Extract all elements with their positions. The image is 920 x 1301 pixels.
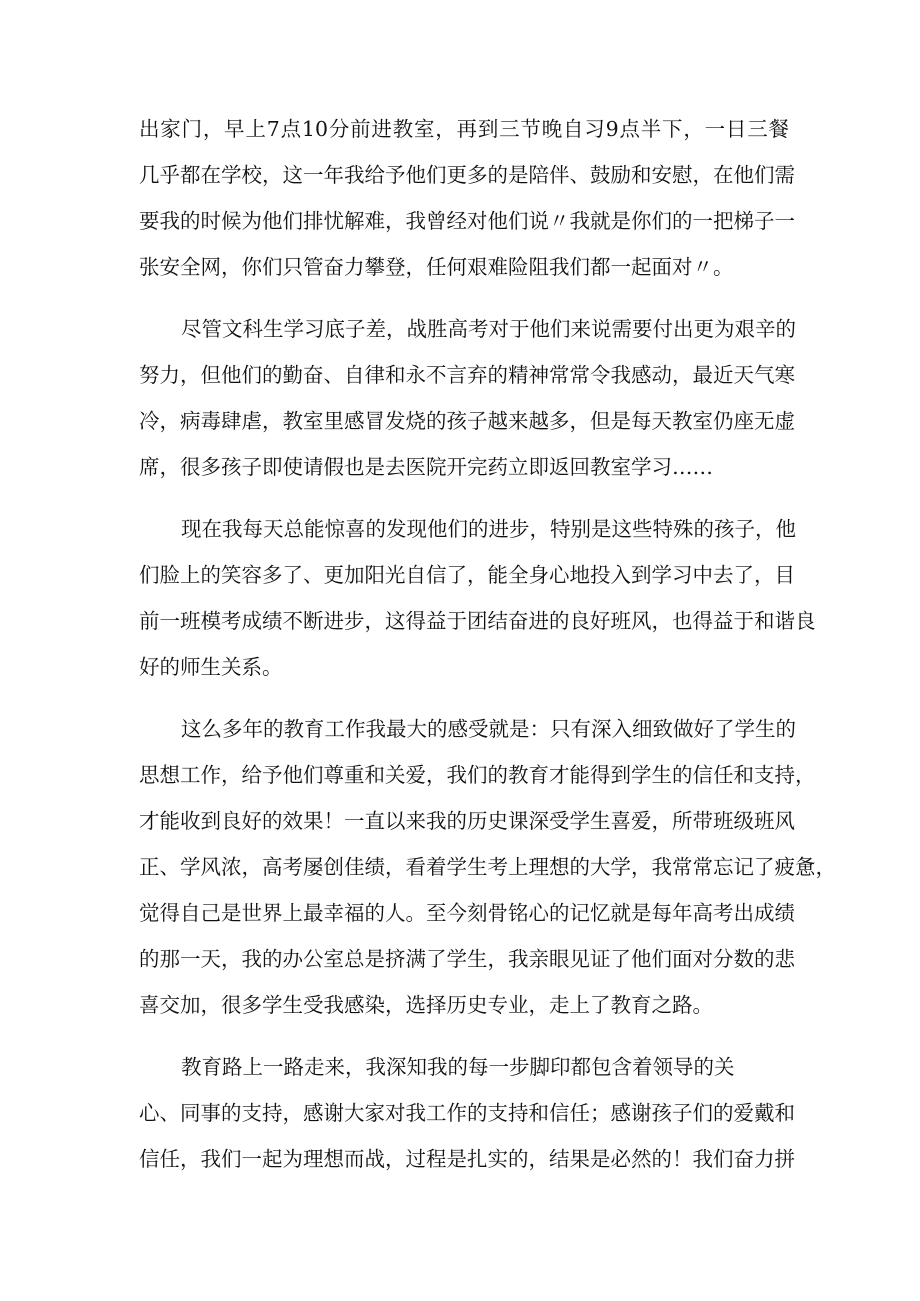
paragraph-gap <box>139 290 789 306</box>
paragraph-4-line-4: 正、学风浓，高考屡创佳绩，看着学生考上理想的大学，我常常忘记了疲惫， <box>139 855 836 879</box>
paragraph-4-line-2: 思想工作，给予他们尊重和关爱，我们的教育才能得到学生的信任和支持， <box>139 763 816 787</box>
paragraph-1-line-4: 张安全网，你们只管奋力攀登，任何艰难险阻我们都一起面对〃。 <box>139 255 734 279</box>
paragraph-4-line-5: 觉得自己是世界上最幸福的人。至今刻骨铭心的记忆就是每年高考出成绩 <box>139 901 795 925</box>
paragraph-1-line-2: 几乎都在学校，这一年我给予他们更多的是陪伴、鼓励和安慰，在他们需 <box>139 163 795 187</box>
paragraph-2-line-1: 尽管文科生学习底子差，战胜高考对于他们来说需要付出更为艰辛的 <box>181 317 796 341</box>
paragraph-4-line-1: 这么多年的教育工作我最大的感受就是：只有深入细致做好了学生的 <box>181 717 796 741</box>
paragraph-3-line-3: 前一班模考成绩不断进步，这得益于团结奋进的良好班风，也得益于和谐良 <box>139 609 816 633</box>
paragraph-5-line-1: 教育路上一路走来，我深知我的每一步脚印都包含着领导的关 <box>181 1055 735 1079</box>
paragraph-3-line-4: 好的师生关系。 <box>139 655 283 679</box>
paragraph-3-line-2: 们脸上的笑容多了、更加阳光自信了，能全身心地投入到学习中去了，目 <box>139 563 795 587</box>
paragraph-4-line-7: 喜交加，很多学生受我感染，选择历史专业，走上了教育之路。 <box>139 993 713 1017</box>
paragraph-5-line-3: 信任，我们一起为理想而战，过程是扎实的，结果是必然的！我们奋力拼 <box>139 1147 795 1171</box>
paragraph-gap <box>139 690 789 706</box>
paragraph-1-line-1: 出家门，早上7点10分前进教室，再到三节晚自习9点半下，一日三餐 <box>139 117 789 141</box>
paragraph-3-line-1: 现在我每天总能惊喜的发现他们的进步，特别是这些特殊的孩子，他 <box>181 517 796 541</box>
paragraph-1-line-3: 要我的时候为他们排忧解难，我曾经对他们说〃我就是你们的一把梯子一 <box>139 209 795 233</box>
paragraph-gap <box>139 1028 789 1044</box>
paragraph-2-line-4: 席，很多孩子即使请假也是去医院开完药立即返回教室学习…… <box>139 455 713 479</box>
paragraph-4-line-6: 的那一天，我的办公室总是挤满了学生，我亲眼见证了他们面对分数的悲 <box>139 947 795 971</box>
paragraph-4-line-3: 才能收到良好的效果！一直以来我的历史课深受学生喜爱，所带班级班风 <box>139 809 795 833</box>
paragraph-5-line-2: 心、同事的支持，感谢大家对我工作的支持和信任；感谢孩子们的爱戴和 <box>139 1101 795 1125</box>
paragraph-gap <box>139 490 789 506</box>
paragraph-2-line-2: 努力，但他们的勤奋、自律和永不言弃的精神常常令我感动，最近天气寒 <box>139 363 795 387</box>
document-body <box>139 106 836 1182</box>
paragraph-2-line-3: 冷，病毒肆虐，教室里感冒发烧的孩子越来越多，但是每天教室仍座无虚 <box>139 409 795 433</box>
